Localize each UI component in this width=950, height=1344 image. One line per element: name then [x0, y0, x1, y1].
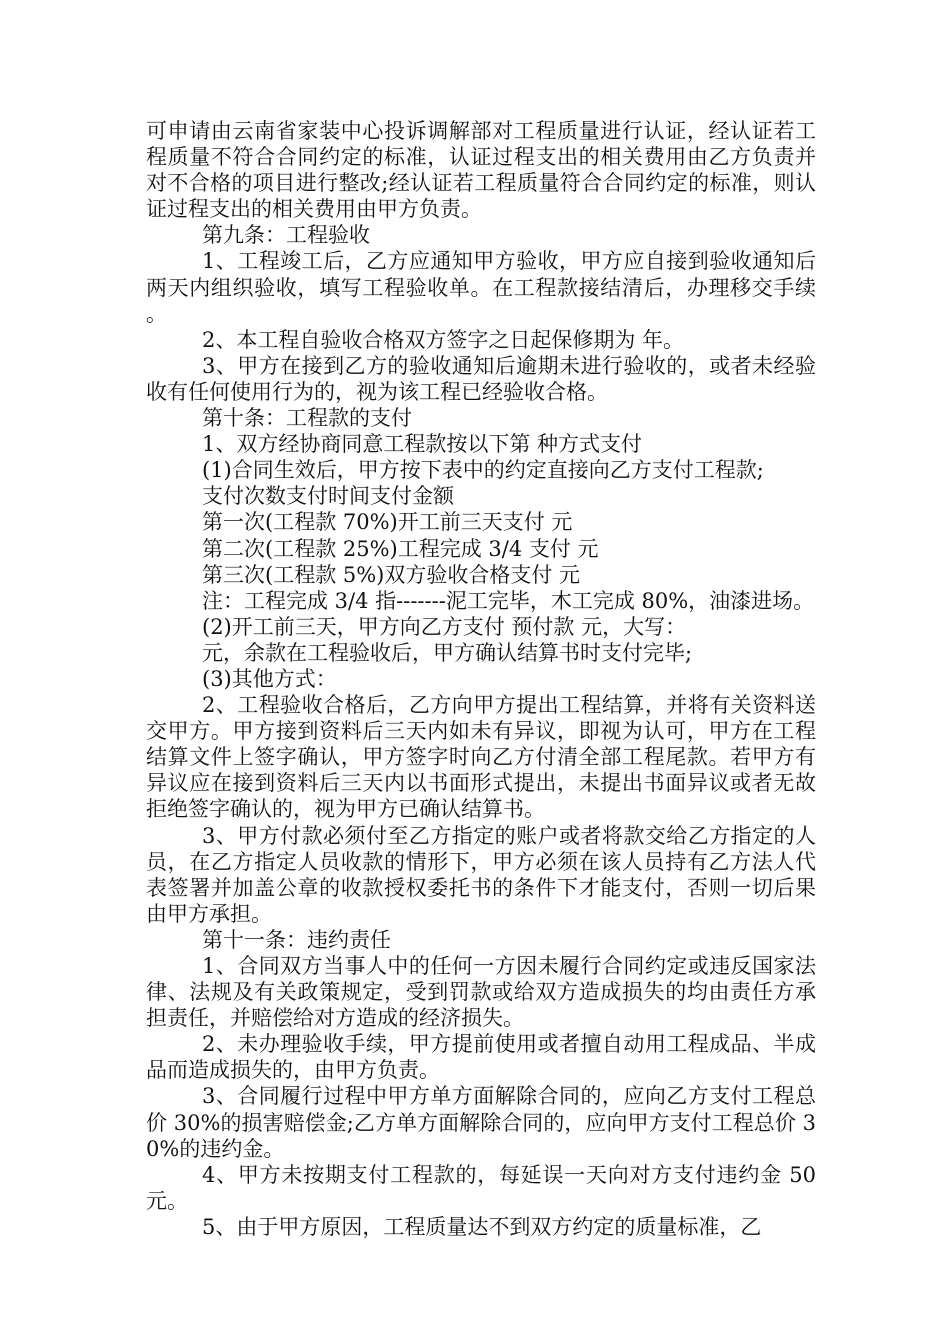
article-11-clause-4: 4、甲方未按期支付工程款的，每延误一天向对方支付违约金 50 元。: [146, 1162, 816, 1213]
payment-row-3: 第三次(工程款 5%)双方验收合格支付 元: [202, 562, 581, 587]
article-11-clause-5: 5、由于甲方原因，工程质量达不到双方约定的质量标准，乙: [202, 1214, 762, 1239]
article-10-option-2: (2)开工前三天，甲方向乙方支付 预付款 元，大写：: [202, 614, 687, 639]
article-10-clause-3: 3、甲方付款必须付至乙方指定的账户或者将款交给乙方指定的人员，在乙方指定人员收款的情形下，甲方必须在该人员持有乙方法人代表签署并加盖公章的收款授权委托书的条件下才能支付，否则一切后果由甲方承担。: [146, 823, 816, 926]
article-9-clause-1: 1、工程竣工后，乙方应通知甲方验收，甲方应自接到验收通知后两天内组织验收，填写工程验收单。在工程款接结清后，办理移交手续。: [146, 249, 816, 326]
article-11-clause-3: 3、合同履行过程中甲方单方面解除合同的，应向乙方支付工程总价 30%的损害赔偿金;乙方单方面解除合同的，应向甲方支付工程总价 30%的违约金。: [146, 1084, 816, 1161]
article-11-heading: 第十一条：违约责任: [202, 927, 391, 952]
article-10-option-3: (3)其他方式：: [202, 666, 337, 691]
article-10-clause-1: 1、双方经协商同意工程款按以下第 种方式支付: [202, 432, 643, 457]
article-10-option-1: (1)合同生效后，甲方按下表中的约定直接向乙方支付工程款;: [202, 458, 764, 483]
payment-note: 注：工程完成 3/4 指-------泥工完毕，木工完成 80%，油漆进场。: [202, 588, 815, 613]
article-9-clause-3: 3、甲方在接到乙方的验收通知后逾期未进行验收的，或者未经验收有任何使用行为的，视为该工程已经验收合格。: [146, 353, 816, 404]
article-10-clause-2: 2、工程验收合格后，乙方向甲方提出工程结算，并将有关资料送交甲方。甲方接到资料后三天内如未有异议，即视为认可，甲方在工程结算文件上签字确认，甲方签字时向乙方付清全部工程尾款。若甲方有异议应在接到资料后三天内以书面形式提出，未提出书面异议或者无故拒绝签字确认的，视为甲方已确认结算书。: [146, 693, 816, 822]
payment-table-header: 支付次数支付时间支付金额: [202, 484, 454, 509]
paragraph-certification: 可申请由云南省家装中心投诉调解部对工程质量进行认证，经认证若工程质量不符合合同约定的标准，认证过程支出的相关费用由乙方负责并对不合格的项目进行整改;经认证若工程质量符合合同约定的标准，则认证过程支出的相关费用由甲方负责。: [146, 119, 816, 222]
article-9-heading: 第九条：工程验收: [202, 223, 370, 248]
document-page: [146, 118, 816, 1240]
article-11-clause-2: 2、未办理验收手续，甲方提前使用或者擅自动用工程成品、半成品而造成损失的，由甲方负责。: [146, 1032, 816, 1083]
article-10-heading: 第十条：工程款的支付: [202, 406, 412, 431]
payment-row-1: 第一次(工程款 70%)开工前三天支付 元: [202, 510, 573, 535]
article-9-clause-2: 2、本工程自验收合格双方签字之日起保修期为 年。: [202, 327, 685, 352]
article-11-clause-1: 1、合同双方当事人中的任何一方因未履行合同约定或违反国家法律、法规及有关政策规定，受到罚款或给双方造成损失的均由责任方承担责任，并赔偿给对方造成的经济损失。: [146, 954, 816, 1031]
article-10-option-2-cont: 元，余款在工程验收后，甲方确认结算书时支付完毕;: [202, 640, 693, 665]
payment-row-2: 第二次(工程款 25%)工程完成 3/4 支付 元: [202, 536, 599, 561]
